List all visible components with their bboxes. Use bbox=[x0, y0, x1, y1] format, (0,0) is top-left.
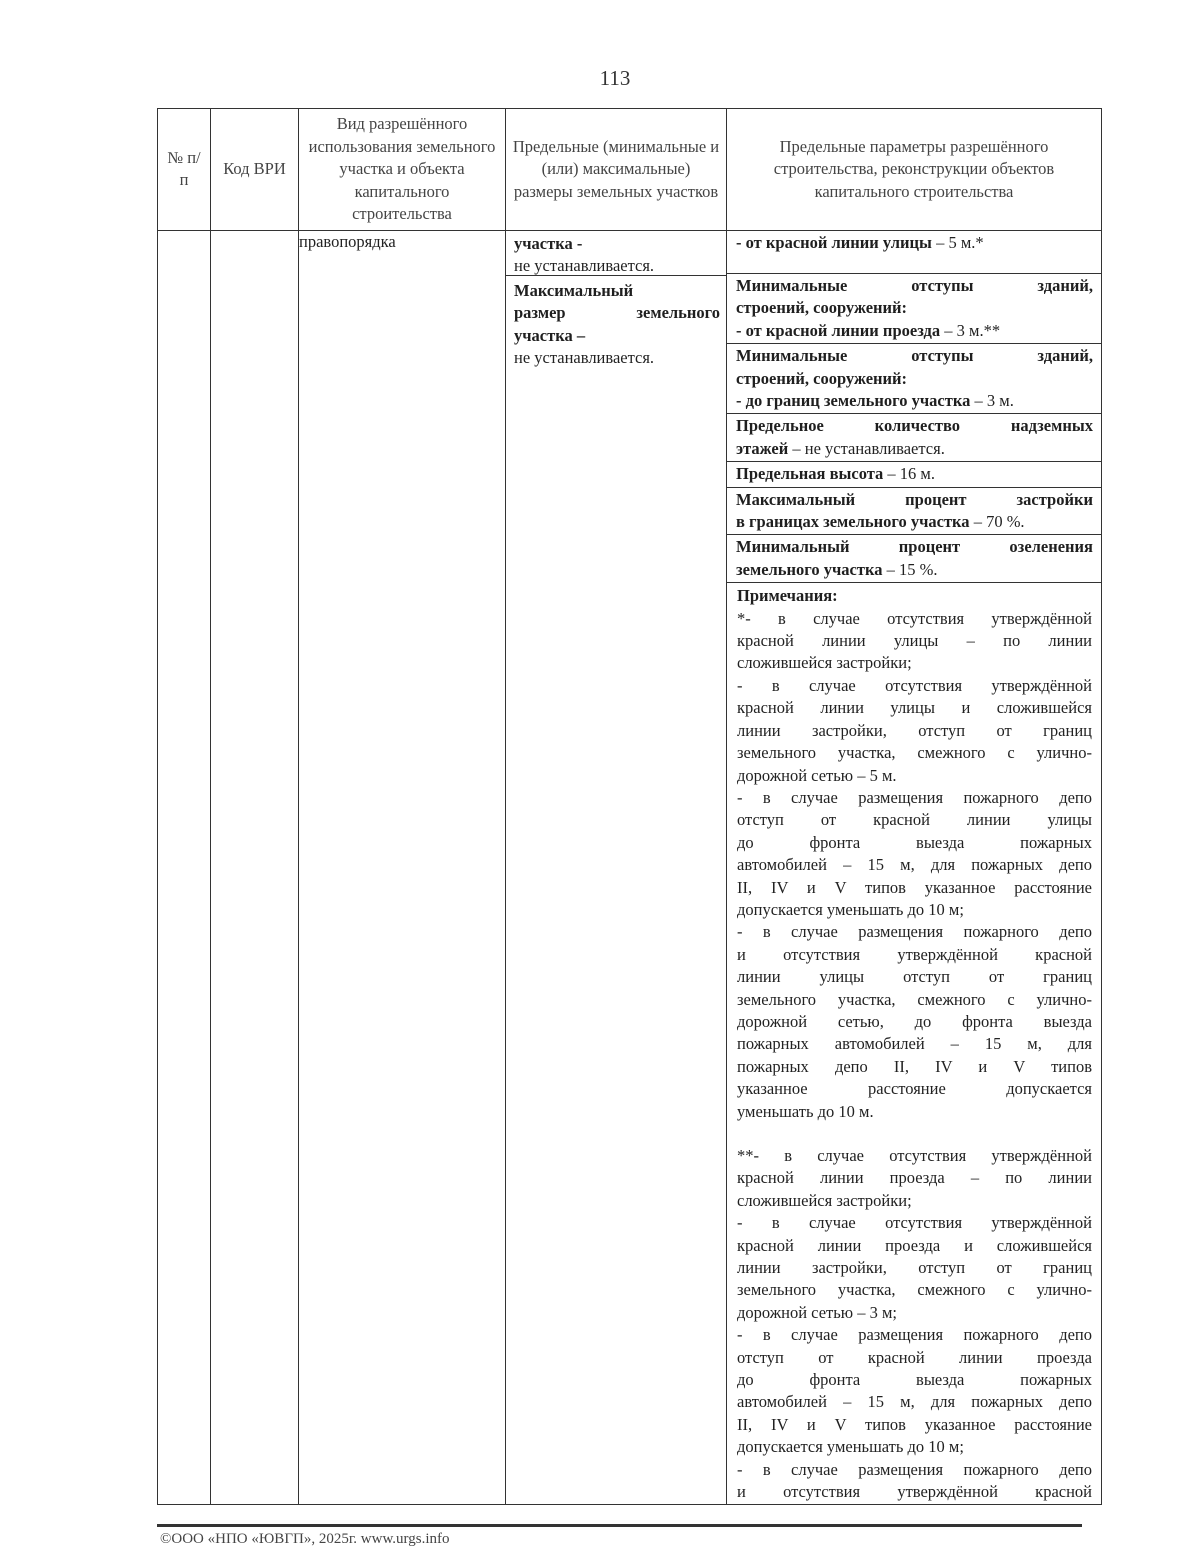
param-offset-driveway: Минимальные отступы зданий, строений, сооружений: - от красной линии проезда – 3 м.** bbox=[727, 274, 1101, 344]
param-red-line-street: - от красной линии улицы – 5 м.* bbox=[727, 231, 1101, 274]
note-line: земельного участка, смежного с улично- bbox=[737, 1280, 1092, 1300]
header-params: Предельные параметры разрешённого строительства, реконструкции объектов капитального строительства bbox=[727, 109, 1102, 231]
cell-num bbox=[158, 230, 211, 1504]
cell-sizes bbox=[506, 230, 727, 1504]
note-line: линии улицы отступ от границ bbox=[737, 967, 1092, 987]
footer-copyright: ©ООО «НПО «ЮВГП», 2025г. www.urgs.info bbox=[160, 1531, 450, 1547]
note-line: пожарных депо II, IV и V типов bbox=[737, 1056, 1092, 1076]
note-line: - в случае размещения пожарного депо bbox=[737, 1459, 1092, 1479]
table-header-row bbox=[158, 109, 1102, 231]
note-line: допускается уменьшать до 10 м; bbox=[737, 899, 964, 919]
note-line: красной линии улицы и сложившейся bbox=[737, 698, 1092, 718]
note-line: земельного участка, смежного с улично- bbox=[737, 743, 1092, 763]
param-height: Предельная высота – 16 м. bbox=[727, 462, 1101, 487]
size-min-block: участка - не устанавливается. bbox=[506, 231, 726, 276]
note-line: **- в случае отсутствия утверждённой bbox=[737, 1146, 1092, 1165]
note-line: до фронта выезда пожарных bbox=[737, 1370, 1092, 1390]
note-line: дорожной сетью, до фронта выезда bbox=[737, 1011, 1092, 1031]
param-build-percent: Максимальный процент застройки в границах земельного участка – 70 %. bbox=[727, 488, 1101, 536]
note-line: линии застройки, отступ от границ bbox=[737, 1258, 1092, 1278]
note-line: красной линии проезда – по линии bbox=[737, 1168, 1092, 1188]
notes-title: Примечания: bbox=[737, 586, 838, 606]
cell-kind: правопорядка bbox=[299, 230, 506, 1504]
param-floors: Предельное количество надземных этажей – не устанавливается. bbox=[727, 414, 1101, 462]
param-green-percent: Минимальный процент озеленения земельного участка – 15 %. bbox=[727, 535, 1101, 583]
note-line: пожарных автомобилей – 15 м, для bbox=[737, 1034, 1092, 1054]
note-line: II, IV и V типов указанное расстояние bbox=[737, 1414, 1092, 1434]
size-max-block: Максимальный размер земельного участка – не устанавливается. bbox=[514, 280, 720, 368]
note-line bbox=[737, 1123, 1092, 1145]
note-line: указанное расстояние допускается bbox=[737, 1079, 1092, 1099]
footer-divider bbox=[157, 1524, 1082, 1527]
header-num: № п/п bbox=[158, 109, 211, 231]
notes-text bbox=[737, 608, 1092, 1504]
table-row bbox=[158, 230, 1102, 1504]
header-kind: Вид разрешённого использования земельного участка и объекта капитального строительства bbox=[299, 109, 506, 231]
note-line: - в случае отсутствия утверждённой bbox=[737, 1213, 1092, 1233]
notes-block bbox=[727, 583, 1101, 1503]
note-line: сложившейся застройки; bbox=[737, 653, 912, 673]
note-line: II, IV и V типов указанное расстояние bbox=[737, 877, 1092, 897]
note-line: красной линии проезда и сложившейся bbox=[737, 1235, 1092, 1255]
param-offset-plot-border: Минимальные отступы зданий, строений, сооружений: - до границ земельного участка – 3 м. bbox=[727, 344, 1101, 414]
note-line: до фронта выезда пожарных bbox=[737, 832, 1092, 852]
note-line: *- в случае отсутствия утверждённой bbox=[737, 608, 1092, 628]
note-line: - в случае размещения пожарного депо bbox=[737, 922, 1092, 942]
cell-code bbox=[211, 230, 299, 1504]
note-line: автомобилей – 15 м, для пожарных депо bbox=[737, 1392, 1092, 1412]
note-line: дорожной сетью – 5 м. bbox=[737, 765, 897, 785]
note-line: автомобилей – 15 м, для пожарных депо bbox=[737, 855, 1092, 875]
note-line: земельного участка, смежного с улично- bbox=[737, 989, 1092, 1009]
note-line: и отсутствия утверждённой красной bbox=[737, 944, 1092, 964]
note-line: допускается уменьшать до 10 м; bbox=[737, 1437, 964, 1457]
note-line: - в случае отсутствия утверждённой bbox=[737, 675, 1092, 695]
note-line: - в случае размещения пожарного депо bbox=[737, 1325, 1092, 1345]
regulations-table bbox=[157, 108, 1102, 1505]
header-code: Код ВРИ bbox=[211, 109, 299, 231]
note-line: - в случае размещения пожарного депо bbox=[737, 787, 1092, 807]
note-line: уменьшать до 10 м. bbox=[737, 1101, 874, 1121]
note-line: сложившейся застройки; bbox=[737, 1190, 912, 1210]
cell-params bbox=[727, 230, 1102, 1504]
note-line: линии застройки, отступ от границ bbox=[737, 720, 1092, 740]
note-line: и отсутствия утверждённой красной bbox=[737, 1482, 1092, 1502]
note-line: отступ от красной линии улицы bbox=[737, 810, 1092, 830]
note-line: отступ от красной линии проезда bbox=[737, 1347, 1092, 1367]
page-number: 113 bbox=[599, 66, 631, 90]
header-sizes: Предельные (минимальные и (или) максимальные) размеры земельных участков bbox=[506, 109, 727, 231]
note-line: красной линии улицы – по линии bbox=[737, 631, 1092, 651]
note-line: дорожной сетью – 3 м; bbox=[737, 1302, 897, 1322]
